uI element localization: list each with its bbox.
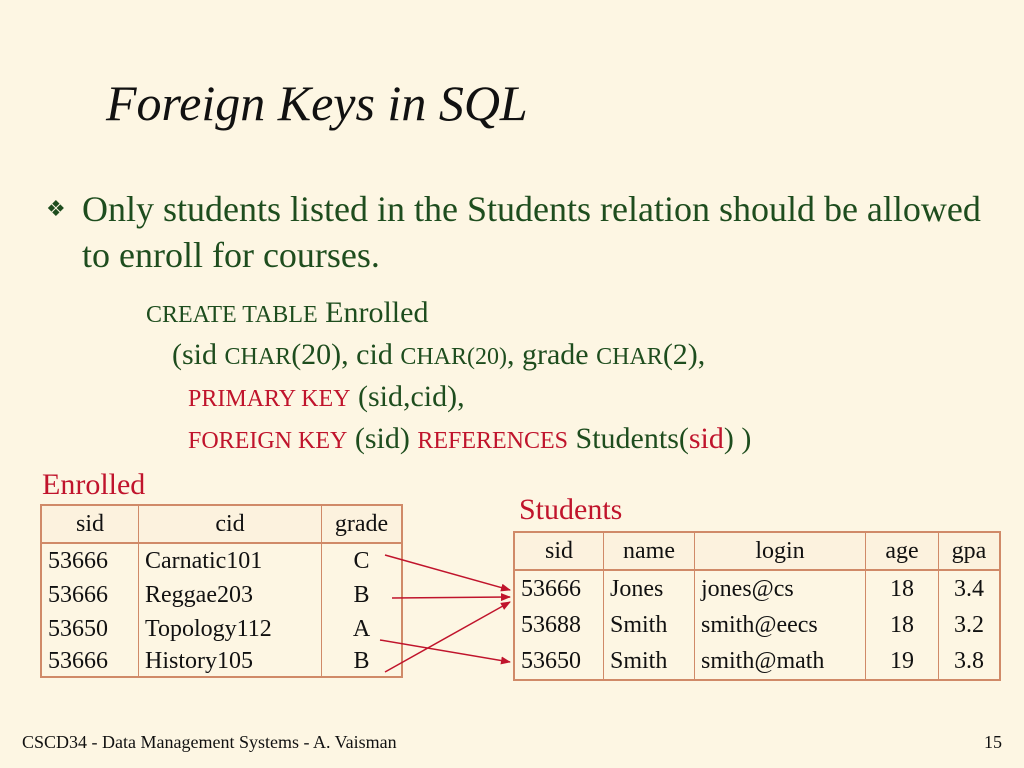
table-cell: 53688: [514, 607, 604, 643]
sql-text: (2),: [662, 338, 706, 371]
table-cell: History105: [139, 646, 322, 677]
arrow-line: [392, 597, 510, 598]
slide-title: Foreign Keys in SQL: [106, 75, 528, 131]
page-number: 15: [984, 732, 1002, 752]
table-row: [41, 578, 402, 612]
table-cell: Topology112: [139, 612, 322, 646]
sql-text: (20), cid: [291, 338, 401, 371]
diamond-bullet-icon: ❖: [46, 196, 66, 221]
table-cell: 3.8: [939, 643, 1001, 680]
table-cell: Smith: [604, 643, 695, 680]
table-row: [41, 612, 402, 646]
table-cell: C: [322, 543, 403, 578]
table-cell: Reggae203: [139, 578, 322, 612]
table-row: [41, 543, 402, 578]
sql-text: , grade: [507, 338, 597, 371]
column-header: sid: [514, 532, 604, 570]
column-header: login: [695, 532, 866, 570]
arrow-line: [385, 602, 510, 672]
table-cell: Smith: [604, 607, 695, 643]
table-cell: B: [322, 646, 403, 677]
table-cell: Jones: [604, 570, 695, 607]
table-header-row: [41, 505, 402, 543]
sql-keyword-primary-key: PRIMARY KEY: [188, 386, 351, 412]
sql-text: Students(: [568, 422, 689, 455]
enrolled-table: [40, 504, 403, 678]
table-row: [514, 570, 1000, 607]
table-cell: 19: [866, 643, 939, 680]
students-table: [513, 531, 1001, 681]
table-cell: 53650: [41, 612, 139, 646]
bullet-text: Only students listed in the Students relation should be allowed to enroll for courses.: [82, 189, 981, 275]
sql-text: (sid,cid),: [350, 380, 465, 413]
sql-line-primary-key: [188, 380, 465, 414]
column-header: age: [866, 532, 939, 570]
table-cell: 18: [866, 570, 939, 607]
table-cell: 18: [866, 607, 939, 643]
column-header: grade: [322, 505, 403, 543]
table-row: [514, 607, 1000, 643]
enrolled-caption: Enrolled: [42, 468, 146, 501]
sql-keyword-foreign-key: FOREIGN KEY: [188, 428, 348, 454]
footer-course: CSCD34 - Data Management Systems - A. Vaisman: [22, 732, 397, 752]
sql-line-columns: [172, 338, 705, 372]
sql-line-foreign-key: [188, 422, 751, 456]
table-cell: jones@cs: [695, 570, 866, 607]
table-cell: A: [322, 612, 403, 646]
arrow-line: [385, 555, 510, 590]
sql-table-name: Enrolled: [317, 296, 429, 329]
table-cell: 53666: [41, 543, 139, 578]
table-cell: 53650: [514, 643, 604, 680]
sql-type-keyword: CHAR(20): [400, 344, 507, 370]
table-cell: 3.4: [939, 570, 1001, 607]
column-header: sid: [41, 505, 139, 543]
table-header-row: [514, 532, 1000, 570]
sql-keyword: CREATE TABLE: [146, 302, 318, 328]
sql-text: ) ): [723, 422, 752, 455]
table-cell: Carnatic101: [139, 543, 322, 578]
sql-type-keyword: CHAR: [224, 344, 292, 370]
table-cell: smith@eecs: [695, 607, 866, 643]
table-row: [41, 646, 402, 677]
column-header: name: [604, 532, 695, 570]
column-header: cid: [139, 505, 322, 543]
table-cell: 53666: [514, 570, 604, 607]
students-caption: Students: [519, 493, 623, 526]
column-header: gpa: [939, 532, 1001, 570]
table-row: [514, 643, 1000, 680]
table-cell: 53666: [41, 578, 139, 612]
sql-referenced-column: sid: [688, 422, 724, 455]
sql-line-create-table: [146, 296, 428, 330]
table-cell: 53666: [41, 646, 139, 677]
table-cell: smith@math: [695, 643, 866, 680]
table-cell: 3.2: [939, 607, 1001, 643]
sql-text: (sid): [347, 422, 418, 455]
sql-type-keyword: CHAR: [596, 344, 663, 370]
table-cell: B: [322, 578, 403, 612]
sql-text: (sid: [172, 338, 225, 371]
sql-keyword-references: REFERENCES: [417, 428, 569, 454]
